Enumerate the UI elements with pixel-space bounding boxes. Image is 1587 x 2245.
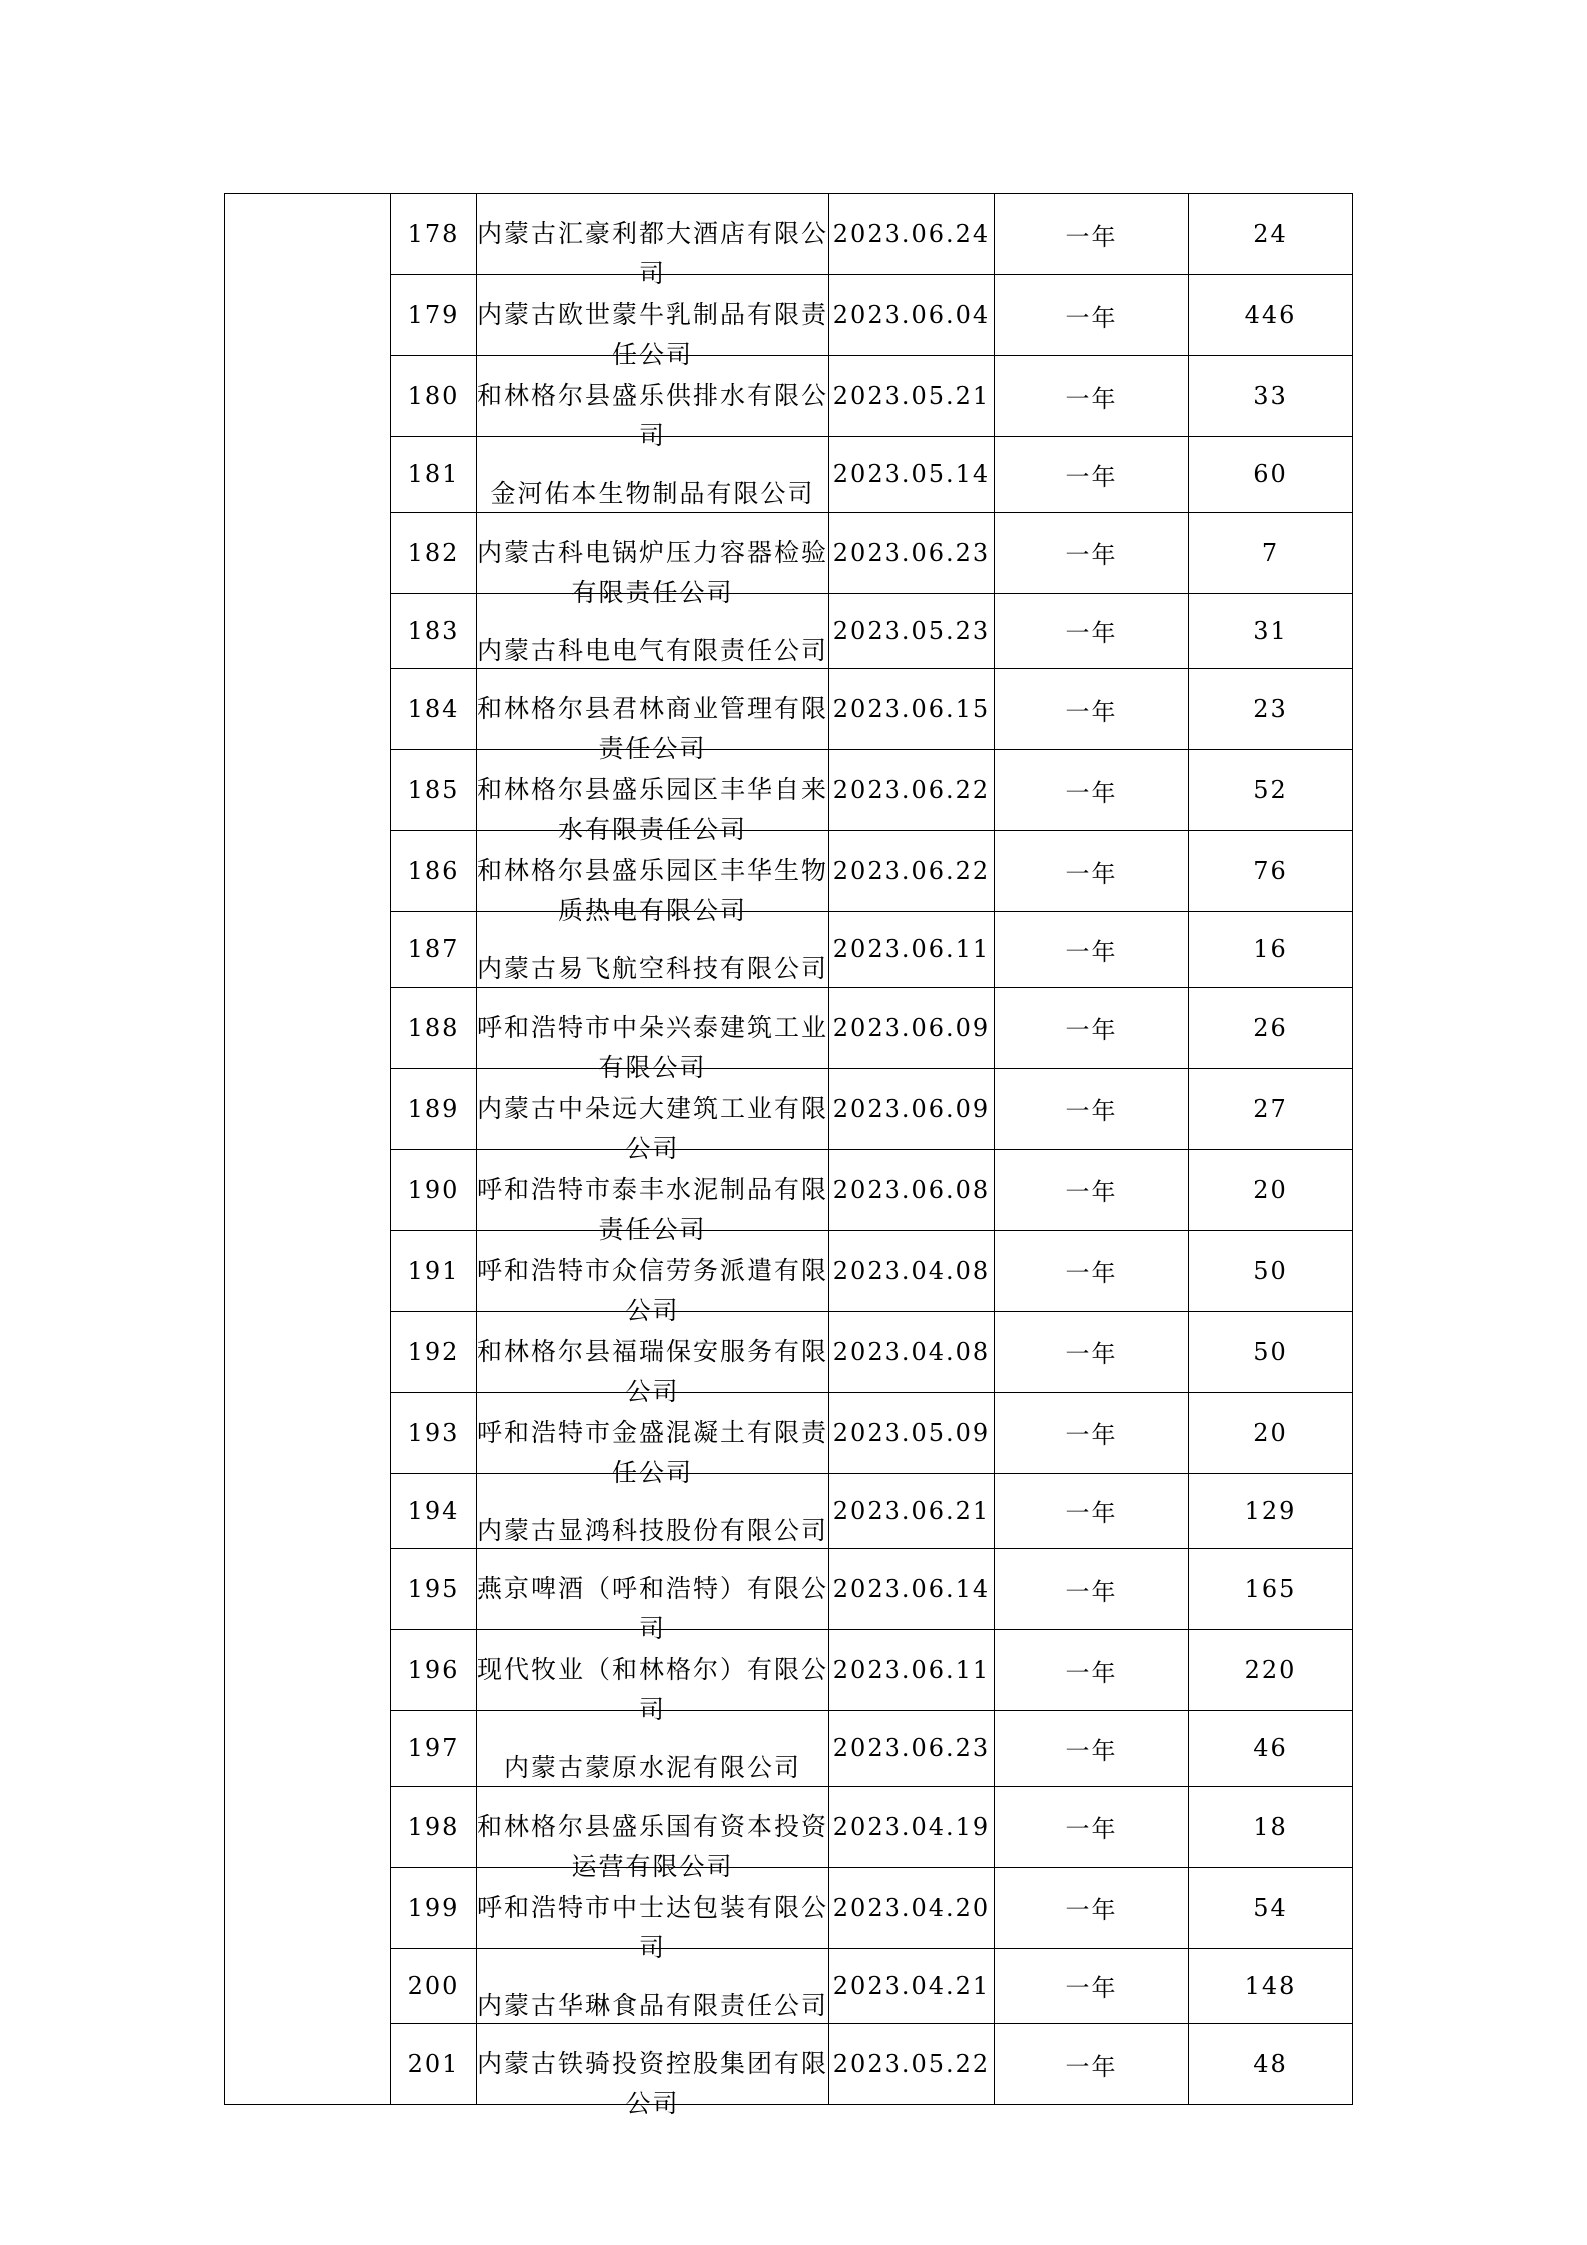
row-number: 192 xyxy=(391,1311,477,1392)
table-row xyxy=(225,1392,1353,1473)
company-name: 呼和浩特市金盛混凝土有限责任公司 xyxy=(477,1417,829,1487)
date-cell: 2023.06.22 xyxy=(829,831,995,912)
table-row xyxy=(225,831,1353,912)
table-row xyxy=(225,1149,1353,1230)
term-cell: 一年 xyxy=(995,912,1189,988)
date-cell: 2023.06.11 xyxy=(829,912,995,988)
date-cell: 2023.06.09 xyxy=(829,987,995,1068)
row-number: 179 xyxy=(391,275,477,356)
term-cell: 一年 xyxy=(995,437,1189,513)
company-name-cell xyxy=(477,669,829,763)
row-number: 197 xyxy=(391,1711,477,1787)
term-cell: 一年 xyxy=(995,1311,1189,1392)
table-row xyxy=(225,1068,1353,1149)
row-number: 183 xyxy=(391,593,477,669)
count-cell: 20 xyxy=(1189,1149,1353,1230)
term-cell: 一年 xyxy=(995,831,1189,912)
row-number: 195 xyxy=(391,1549,477,1630)
company-name: 内蒙古华琳食品有限责任公司 xyxy=(477,1990,829,2020)
count-cell: 48 xyxy=(1189,2024,1353,2105)
table-row xyxy=(225,437,1353,513)
table-row xyxy=(225,1786,1353,1867)
date-cell: 2023.06.23 xyxy=(829,1711,995,1787)
row-number: 178 xyxy=(391,194,477,275)
count-cell: 27 xyxy=(1189,1068,1353,1149)
company-name: 和林格尔县君林商业管理有限责任公司 xyxy=(477,694,829,763)
table-row xyxy=(225,1549,1353,1630)
table-row xyxy=(225,512,1353,593)
date-cell: 2023.06.15 xyxy=(829,669,995,750)
count-cell: 52 xyxy=(1189,750,1353,831)
date-cell: 2023.06.11 xyxy=(829,1630,995,1711)
company-name-cell xyxy=(477,987,829,1082)
row-number: 190 xyxy=(391,1149,477,1230)
count-cell: 165 xyxy=(1189,1549,1353,1630)
row-number: 184 xyxy=(391,669,477,750)
table-row xyxy=(225,1867,1353,1948)
company-name: 内蒙古汇豪利都大酒店有限公司 xyxy=(477,219,829,288)
date-cell: 2023.05.21 xyxy=(829,356,995,437)
count-cell: 46 xyxy=(1189,1711,1353,1787)
date-cell: 2023.06.08 xyxy=(829,1149,995,1230)
row-number: 199 xyxy=(391,1867,477,1948)
company-name: 内蒙古易飞航空科技有限公司 xyxy=(477,954,829,984)
term-cell: 一年 xyxy=(995,1068,1189,1149)
term-cell: 一年 xyxy=(995,1630,1189,1711)
company-name-cell xyxy=(477,1549,829,1643)
row-number: 193 xyxy=(391,1392,477,1473)
table-row xyxy=(225,1630,1353,1711)
count-cell: 446 xyxy=(1189,275,1353,356)
term-cell: 一年 xyxy=(995,2024,1189,2105)
count-cell: 54 xyxy=(1189,1867,1353,1948)
count-cell: 31 xyxy=(1189,593,1353,669)
table-row xyxy=(225,275,1353,356)
term-cell: 一年 xyxy=(995,356,1189,437)
term-cell: 一年 xyxy=(995,1392,1189,1473)
term-cell: 一年 xyxy=(995,1230,1189,1311)
company-name: 和林格尔县福瑞保安服务有限公司 xyxy=(477,1336,829,1406)
row-number: 185 xyxy=(391,750,477,831)
row-number: 188 xyxy=(391,987,477,1068)
company-name-cell xyxy=(477,1786,829,1881)
group-cell xyxy=(225,194,391,2105)
company-name: 内蒙古欧世蒙牛乳制品有限责任公司 xyxy=(477,300,829,369)
count-cell: 26 xyxy=(1189,987,1353,1068)
term-cell: 一年 xyxy=(995,512,1189,593)
row-number: 194 xyxy=(391,1473,477,1549)
row-number: 187 xyxy=(391,912,477,988)
term-cell: 一年 xyxy=(995,987,1189,1068)
term-cell: 一年 xyxy=(995,669,1189,750)
company-name: 和林格尔县盛乐园区丰华自来水有限责任公司 xyxy=(477,775,829,844)
date-cell: 2023.05.23 xyxy=(829,593,995,669)
date-cell: 2023.05.22 xyxy=(829,2024,995,2105)
term-cell: 一年 xyxy=(995,1149,1189,1230)
company-name-cell xyxy=(477,194,829,288)
term-cell: 一年 xyxy=(995,1948,1189,2024)
count-cell: 33 xyxy=(1189,356,1353,437)
date-cell: 2023.04.21 xyxy=(829,1948,995,2024)
table-row xyxy=(225,912,1353,988)
table-row xyxy=(225,987,1353,1068)
date-cell: 2023.04.20 xyxy=(829,1867,995,1948)
count-cell: 50 xyxy=(1189,1230,1353,1311)
count-cell: 18 xyxy=(1189,1786,1353,1867)
company-name: 呼和浩特市中朵兴泰建筑工业有限公司 xyxy=(477,1012,829,1082)
count-cell: 50 xyxy=(1189,1311,1353,1392)
term-cell: 一年 xyxy=(995,1473,1189,1549)
company-name: 和林格尔县盛乐园区丰华生物质热电有限公司 xyxy=(477,856,829,925)
table-row xyxy=(225,750,1353,831)
company-name: 和林格尔县盛乐供排水有限公司 xyxy=(477,381,829,450)
company-name: 呼和浩特市众信劳务派遣有限公司 xyxy=(477,1255,829,1325)
term-cell: 一年 xyxy=(995,275,1189,356)
date-cell: 2023.06.22 xyxy=(829,750,995,831)
count-cell: 24 xyxy=(1189,194,1353,275)
company-name: 内蒙古铁骑投资控股集团有限公司 xyxy=(477,2049,829,2118)
date-cell: 2023.04.08 xyxy=(829,1230,995,1311)
table-row xyxy=(225,1230,1353,1311)
table-row xyxy=(225,1948,1353,2024)
term-cell: 一年 xyxy=(995,750,1189,831)
row-number: 182 xyxy=(391,512,477,593)
term-cell: 一年 xyxy=(995,1711,1189,1787)
company-name: 燕京啤酒（呼和浩特）有限公司 xyxy=(477,1574,829,1643)
row-number: 181 xyxy=(391,437,477,513)
count-cell: 60 xyxy=(1189,437,1353,513)
company-name: 呼和浩特市泰丰水泥制品有限责任公司 xyxy=(477,1174,829,1244)
date-cell: 2023.05.09 xyxy=(829,1392,995,1473)
table-body xyxy=(225,194,1353,2118)
term-cell: 一年 xyxy=(995,593,1189,669)
row-number: 200 xyxy=(391,1948,477,2024)
company-name: 现代牧业（和林格尔）有限公司 xyxy=(477,1655,829,1724)
table-row xyxy=(225,194,1353,275)
company-name: 内蒙古显鸿科技股份有限公司 xyxy=(477,1515,829,1545)
date-cell: 2023.06.09 xyxy=(829,1068,995,1149)
count-cell: 148 xyxy=(1189,1948,1353,2024)
enterprise-table xyxy=(224,193,1353,2118)
table-row xyxy=(225,1311,1353,1392)
company-name-cell xyxy=(477,512,829,607)
row-number: 180 xyxy=(391,356,477,437)
date-cell: 2023.05.14 xyxy=(829,437,995,513)
date-cell: 2023.04.19 xyxy=(829,1786,995,1867)
row-number: 196 xyxy=(391,1630,477,1711)
count-cell: 20 xyxy=(1189,1392,1353,1473)
row-number: 191 xyxy=(391,1230,477,1311)
term-cell: 一年 xyxy=(995,1549,1189,1630)
count-cell: 23 xyxy=(1189,669,1353,750)
count-cell: 7 xyxy=(1189,512,1353,593)
company-name: 内蒙古蒙原水泥有限公司 xyxy=(503,1753,801,1783)
table-row xyxy=(225,1711,1353,1787)
date-cell: 2023.06.14 xyxy=(829,1549,995,1630)
table-row xyxy=(225,356,1353,437)
count-cell: 76 xyxy=(1189,831,1353,912)
term-cell: 一年 xyxy=(995,1786,1189,1867)
count-cell: 129 xyxy=(1189,1473,1353,1549)
company-name-cell xyxy=(477,2024,829,2118)
date-cell: 2023.06.24 xyxy=(829,194,995,275)
term-cell: 一年 xyxy=(995,194,1189,275)
table-row xyxy=(225,2024,1353,2105)
company-name: 内蒙古科电锅炉压力容器检验有限责任公司 xyxy=(477,537,829,607)
company-name: 内蒙古科电电气有限责任公司 xyxy=(477,635,829,665)
count-cell: 16 xyxy=(1189,912,1353,988)
row-number: 198 xyxy=(391,1786,477,1867)
company-name: 金河佑本生物制品有限公司 xyxy=(490,479,815,509)
row-number: 186 xyxy=(391,831,477,912)
date-cell: 2023.06.21 xyxy=(829,1473,995,1549)
count-cell: 220 xyxy=(1189,1630,1353,1711)
row-number: 189 xyxy=(391,1068,477,1149)
company-name: 内蒙古中朵远大建筑工业有限公司 xyxy=(477,1093,829,1163)
table-row xyxy=(225,669,1353,750)
term-cell: 一年 xyxy=(995,1867,1189,1948)
row-number: 201 xyxy=(391,2024,477,2105)
company-name: 和林格尔县盛乐国有资本投资运营有限公司 xyxy=(477,1811,829,1881)
company-name: 呼和浩特市中士达包装有限公司 xyxy=(477,1892,829,1962)
date-cell: 2023.06.04 xyxy=(829,275,995,356)
date-cell: 2023.06.23 xyxy=(829,512,995,593)
table-row xyxy=(225,1473,1353,1549)
date-cell: 2023.04.08 xyxy=(829,1311,995,1392)
table-row xyxy=(225,593,1353,669)
